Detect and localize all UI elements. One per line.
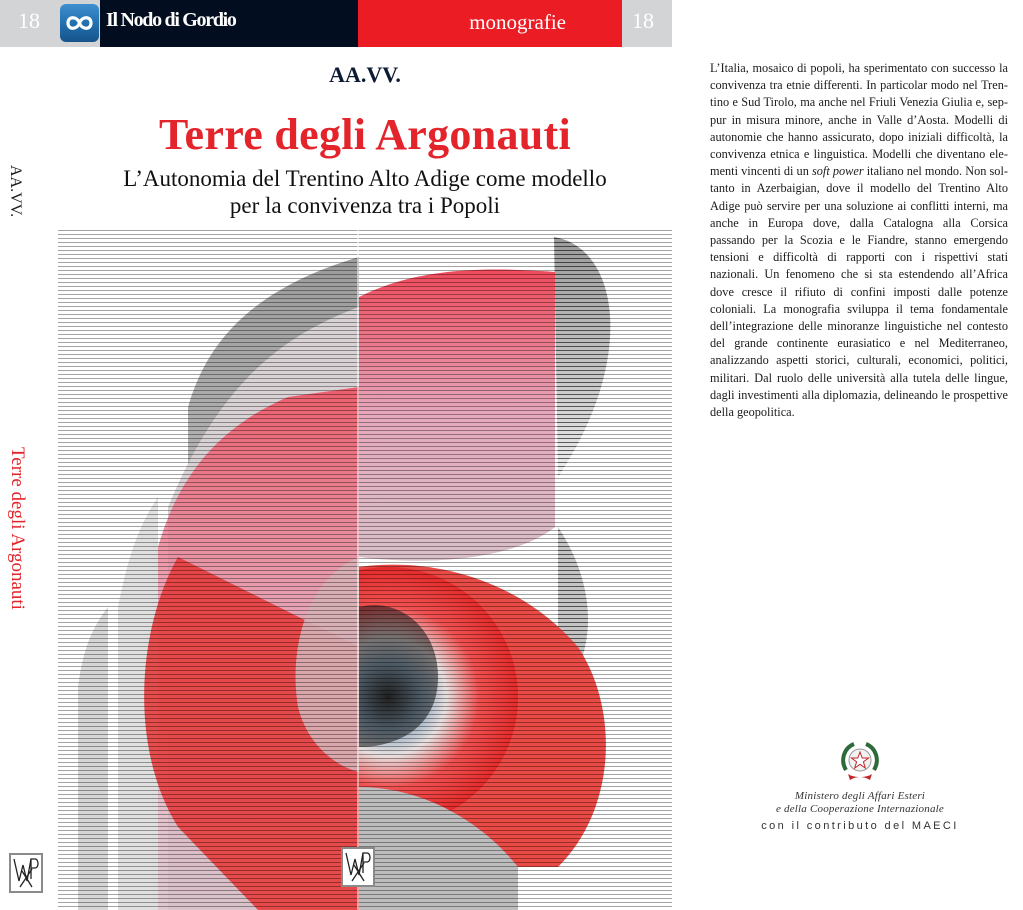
brand-name: Il Nodo di Gordio (106, 9, 236, 31)
ministry-line-1: Ministero degli Affari Esteri (794, 790, 926, 802)
cover-subtitle (58, 165, 672, 219)
spine-title: Terre degli Argonauti (7, 447, 28, 610)
back-cover-blurb (710, 60, 1008, 421)
sponsor-block (740, 740, 980, 832)
ministry-name (740, 790, 980, 816)
ministry-line-2: e della Cooperazione Internazionale (775, 803, 944, 815)
book-spine (0, 47, 58, 910)
header-section-block (358, 0, 622, 47)
cover-author: AA.VV. (329, 62, 401, 87)
contribution-note: con il contributo del MAECI (761, 820, 959, 832)
italian-republic-emblem-icon (838, 740, 882, 784)
section-label: monografie (469, 10, 566, 34)
blurb-part-1: L’Italia, mosaico di popoli, ha sperimentato con successo la convivenza tra etnie differenti. In particolar modo nel Trentino e Sud Tirolo, ma anche nel Friuli Venezia Giulia e, seppur in misura minore, anche in Valle d’Aosta. Modelli di autonomie che hanno assicurato, dopo iniziali difficoltà, la convivenza etnica e linguistica. Modelli che diventano elementi vincenti di un (710, 61, 1008, 179)
spine-author: AA.VV. (7, 165, 24, 218)
back-cover (710, 60, 1008, 421)
cover-subtitle-line-2: per la convivenza tra i Popoli (229, 193, 501, 218)
page-number-right: 18 (632, 8, 654, 33)
nautilus-artwork (58, 227, 672, 910)
page-header-bar (0, 0, 672, 47)
front-cover (58, 47, 672, 910)
publisher-logo-icon (9, 853, 43, 893)
page-number-left: 18 (18, 8, 40, 33)
infinity-knot-icon (60, 4, 99, 42)
blurb-part-2: italiano nel mondo. Non soltanto in Azerbaigian, dove il modello del Trentino Alto Adige può servire per una soluzione ai conflitti interni, ma anche in Europa dove, dalla Catalogna alla Corsica passando per la Scozia e le Fiandre, stanno emergendo tensioni e difficoltà di rapporti con i rispettivi stati nazionali. Un fenomeno che si sta estendendo all’Africa dove cresce il rifiuto di confini imposti dalle potenze coloniali. La monografia sviluppa il tema fondamentale dell’integrazione delle minoranze linguistiche nel contesto del grande continente eurasiatico e nel Mediterraneo, analizzando aspetti storici, culturali, economici, politici, militari. Dal ruolo delle università alla tutela delle lingue, dagli investimenti alla diplomazia, delineando le prospettive della geopolitica. (710, 164, 1008, 420)
cover-title: Terre degli Argonauti (158, 110, 572, 159)
publisher-logo-icon (341, 847, 375, 887)
cover-subtitle-line-1: L’Autonomia del Trentino Alto Adige come modello (123, 166, 607, 191)
blurb-emphasis: soft power (811, 164, 864, 179)
